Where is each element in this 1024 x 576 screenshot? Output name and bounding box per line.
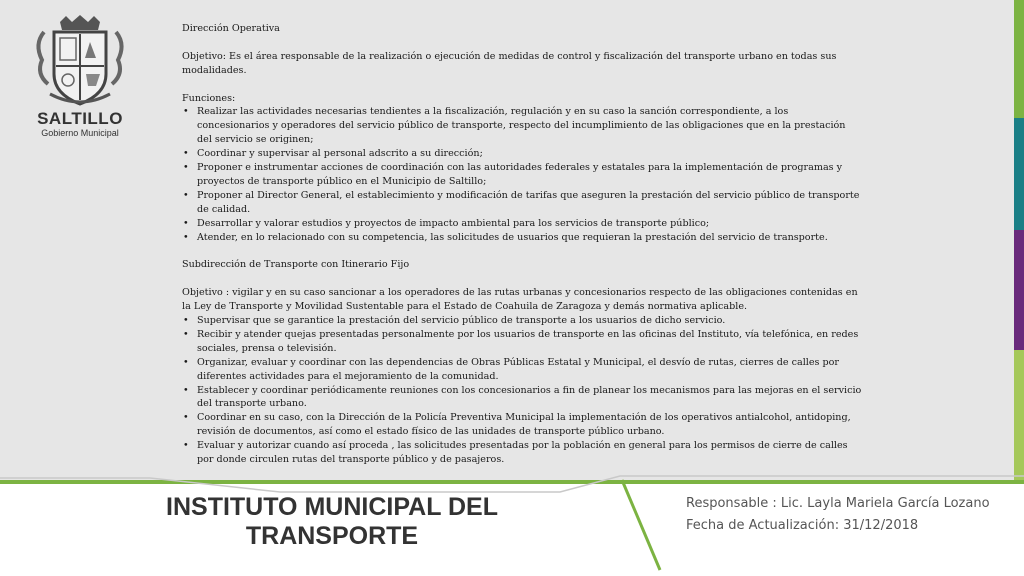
- list-item: • Organizar, evaluar y coordinar con las dependencias de Obras Públicas Estatal y Municipal, el desvío de rutas, cierres de calles por diferentes actividades para el mejoramiento de la comunidad.: [182, 356, 862, 384]
- updated-date-text: Fecha de Actualización: 31/12/2018: [686, 518, 919, 533]
- section1-functions-list: [182, 105, 862, 244]
- list-item: • Coordinar y supervisar al personal adscrito a su dirección;: [182, 147, 862, 161]
- list-item: • Establecer y coordinar periódicamente reuniones con los concesionarios a fin de planear los mecanismos para las mejoras en el servicio del transporte urbano.: [182, 384, 862, 412]
- list-item: • Coordinar en su caso, con la Dirección de la Policía Preventiva Municipal la implementación de los operativos antialcohol, antidoping, revisión de documentos, así como el estado físico de las unidades de transporte público urbano.: [182, 411, 862, 439]
- list-item: • Proponer al Director General, el establecimiento y modificación de tarifas que aseguren la prestación del servicio público de transporte de calidad.: [182, 189, 862, 217]
- side-bar-purple: [1014, 230, 1024, 350]
- footer-meta: [686, 493, 1016, 537]
- side-bar-green: [1014, 0, 1024, 118]
- side-bar-teal: [1014, 118, 1024, 230]
- logo-brand-text: SALTILLO: [37, 109, 123, 128]
- saltillo-coat-of-arms-icon: [30, 14, 130, 110]
- list-item: • Desarrollar y valorar estudios y proyectos de impacto ambiental para los servicios de transporte público;: [182, 217, 862, 231]
- list-item: • Supervisar que se garantice la prestación del servicio público de transporte a los usuarios de dicho servicio.: [182, 314, 862, 328]
- list-item: • Evaluar y autorizar cuando así proceda , las solicitudes presentadas por la población en general para los permisos de cierre de calles por donde circulen rutas del transporte público y de pasajeros.: [182, 439, 862, 467]
- section2-heading: Subdirección de Transporte con Itinerario Fijo: [182, 259, 410, 271]
- footer-title-line2: TRANSPORTE: [245, 522, 419, 550]
- list-item: • Atender, en lo relacionado con su competencia, las solicitudes de usuarios que requieran la prestación del servicio de transporte.: [182, 231, 862, 245]
- section2-objective: Objetivo : vigilar y en su caso sancionar a los operadores de las rutas urbanas y concesionarios respecto de las obligaciones contenidas en la Ley de Transporte y Movilidad Sustentable para el Estado de Coahuila de Zaragoza y demás normativa aplicable.: [182, 287, 858, 313]
- section1-functions-label: Funciones:: [182, 92, 236, 104]
- side-color-bars: [1014, 0, 1024, 480]
- document-body: [182, 22, 862, 467]
- list-item: • Realizar las actividades necesarias tendientes a la fiscalización, regulación y en su caso la sanción correspondiente, a los concesionarios y operadores del servicio público de transporte, respecto del incumplimiento de las obligaciones que en la prestación del servicio se originen;: [182, 105, 862, 147]
- responsible-text: Responsable : Lic. Layla Mariela García Lozano: [686, 496, 990, 511]
- list-item: • Proponer e instrumentar acciones de coordinación con las autoridades federales y estatales para la implementación de programas y proyectos de transporte público en el Municipio de Saltillo;: [182, 161, 862, 189]
- section2-functions-list: [182, 314, 862, 467]
- saltillo-logo: [30, 14, 130, 142]
- section1-objective: Objetivo: Es el área responsable de la realización o ejecución de medidas de control y fiscalización del transporte urbano en todas sus modalidades.: [182, 50, 837, 76]
- logo-sub-text: Gobierno Municipal: [41, 128, 119, 138]
- footer-title-line1: INSTITUTO MUNICIPAL DEL: [166, 493, 498, 521]
- footer-title: [150, 493, 514, 551]
- list-item: • Recibir y atender quejas presentadas personalmente por los usuarios de transporte en las oficinas del Instituto, vía telefónica, en redes sociales, prensa o televisión.: [182, 328, 862, 356]
- side-bar-light-green: [1014, 350, 1024, 480]
- section1-heading: Dirección Operativa: [182, 23, 280, 34]
